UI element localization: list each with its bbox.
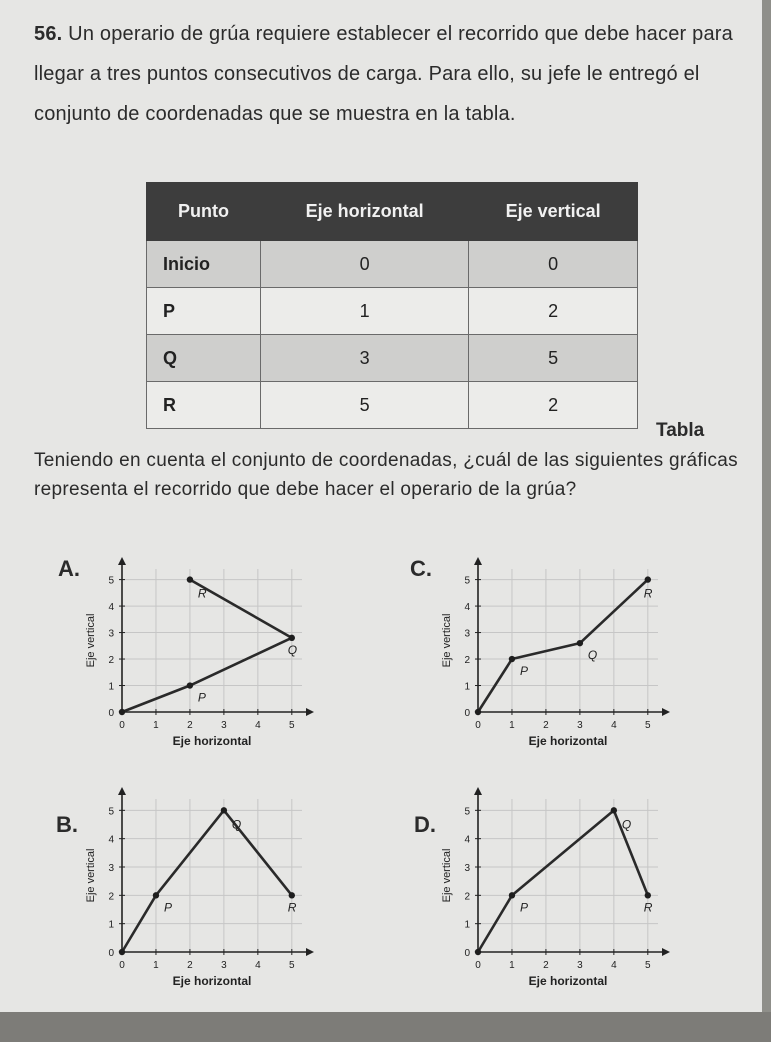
route-point: [509, 656, 515, 662]
y-tick-label: 3: [108, 628, 114, 640]
table-cell: 0: [469, 241, 638, 288]
x-tick-label: 4: [255, 720, 261, 731]
point-label: Q: [621, 817, 632, 832]
y-axis-arrow: [474, 787, 482, 795]
x-tick-label: 1: [153, 720, 159, 731]
x-tick-label: 4: [255, 960, 261, 971]
y-axis-title: Eje vertical: [441, 613, 453, 668]
x-tick-label: 5: [645, 720, 651, 731]
point-label: R: [643, 900, 653, 915]
point-label: Q: [587, 648, 598, 663]
y-tick-label: 4: [464, 602, 470, 614]
x-axis-arrow: [306, 948, 314, 956]
table-caption: Tabla: [656, 420, 705, 441]
x-axis-arrow: [306, 708, 314, 716]
y-axis-arrow: [474, 557, 482, 565]
route-point: [221, 807, 227, 813]
route-point: [577, 640, 583, 646]
x-tick-label: 5: [645, 960, 651, 971]
y-tick-label: 4: [108, 834, 114, 846]
point-label: P: [519, 664, 528, 679]
x-tick-label: 0: [119, 720, 125, 731]
option-c-label[interactable]: C.: [410, 556, 432, 581]
y-tick-label: 0: [108, 948, 114, 959]
table-cell: 2: [469, 382, 638, 429]
table-cell: R: [147, 382, 261, 429]
route-point: [475, 709, 481, 715]
question-prompt: Teniendo en cuenta el conjunto de coordenadas, ¿cuál de las siguientes gráficas representa el recorrido que debe hacer el operario de la grúa?: [34, 450, 738, 500]
point-label: R: [643, 586, 653, 601]
point-label: Q: [231, 817, 242, 832]
route-point: [119, 709, 125, 715]
table-cell: Q: [147, 335, 261, 382]
table-row: [147, 382, 638, 429]
route-point: [187, 682, 193, 688]
table-header: Eje vertical: [469, 183, 638, 241]
table-header: Eje horizontal: [261, 183, 469, 241]
question-number: 56.: [34, 23, 63, 45]
x-tick-label: 5: [289, 720, 295, 731]
y-tick-label: 5: [108, 575, 114, 587]
x-tick-label: 1: [509, 720, 515, 731]
route-point: [289, 892, 295, 898]
y-tick-label: 2: [108, 655, 114, 667]
x-axis-arrow: [662, 708, 670, 716]
x-tick-label: 1: [509, 960, 515, 971]
table-cell: 5: [261, 382, 469, 429]
route-line: [122, 580, 292, 712]
table-cell: P: [147, 288, 261, 335]
table-row: [147, 335, 638, 382]
point-label: Q: [287, 642, 298, 657]
table-cell: 1: [261, 288, 469, 335]
y-axis-title: Eje vertical: [85, 613, 97, 668]
table-row: [147, 288, 638, 335]
y-tick-label: 2: [108, 891, 114, 903]
x-tick-label: 3: [221, 720, 227, 731]
background-strip: [0, 1012, 771, 1042]
route-point: [611, 807, 617, 813]
option-c-graph[interactable]: [436, 555, 676, 760]
route-line: [478, 580, 648, 712]
point-label: R: [287, 900, 297, 915]
y-tick-label: 5: [464, 575, 470, 587]
x-axis-title: Eje horizontal: [528, 734, 608, 748]
y-tick-label: 4: [108, 602, 114, 614]
x-tick-label: 3: [577, 960, 583, 971]
x-tick-label: 1: [153, 960, 159, 971]
option-d-label[interactable]: D.: [414, 812, 436, 837]
x-tick-label: 0: [475, 720, 481, 731]
route-point: [289, 635, 295, 641]
x-axis-title: Eje horizontal: [172, 974, 252, 988]
x-tick-label: 2: [543, 720, 549, 731]
route-point: [153, 892, 159, 898]
coordinates-table: [146, 182, 638, 429]
option-a-graph[interactable]: [80, 555, 320, 760]
table-cell: 0: [261, 241, 469, 288]
route-point: [645, 892, 651, 898]
y-axis-title: Eje vertical: [85, 848, 97, 903]
x-tick-label: 4: [611, 960, 617, 971]
table-cell: 3: [261, 335, 469, 382]
x-axis-arrow: [662, 948, 670, 956]
route-line: [122, 810, 292, 952]
y-tick-label: 5: [108, 806, 114, 818]
route-line: [478, 810, 648, 952]
question-text: [34, 14, 758, 134]
y-tick-label: 1: [464, 919, 470, 931]
y-tick-label: 1: [108, 681, 114, 693]
x-tick-label: 4: [611, 720, 617, 731]
y-axis-arrow: [118, 787, 126, 795]
y-tick-label: 1: [464, 681, 470, 693]
point-label: P: [163, 900, 172, 915]
x-tick-label: 3: [577, 720, 583, 731]
x-tick-label: 5: [289, 960, 295, 971]
x-tick-label: 2: [187, 720, 193, 731]
y-axis-arrow: [118, 557, 126, 565]
x-axis-title: Eje horizontal: [528, 974, 608, 988]
point-label: P: [197, 690, 206, 705]
table-cell: 2: [469, 288, 638, 335]
question-body: Un operario de grúa requiere establecer el recorrido que debe hacer para llegar a tres puntos consecutivos de carga. Para ello, su jefe le entregó el conjunto de coordenadas que se muestra en la tabla.: [34, 23, 733, 125]
table-row: [147, 241, 638, 288]
y-tick-label: 5: [464, 806, 470, 818]
y-tick-label: 0: [464, 948, 470, 959]
x-tick-label: 0: [475, 960, 481, 971]
route-point: [119, 949, 125, 955]
option-d-graph[interactable]: [436, 785, 676, 1000]
y-tick-label: 0: [108, 708, 114, 719]
x-tick-label: 0: [119, 960, 125, 971]
y-tick-label: 0: [464, 708, 470, 719]
option-b-graph[interactable]: [80, 785, 320, 1000]
y-tick-label: 2: [464, 891, 470, 903]
option-a-label[interactable]: A.: [58, 556, 80, 581]
y-tick-label: 3: [108, 863, 114, 874]
y-axis-title: Eje vertical: [441, 848, 453, 903]
route-point: [509, 892, 515, 898]
route-point: [645, 576, 651, 582]
x-tick-label: 2: [187, 960, 193, 971]
y-tick-label: 4: [464, 834, 470, 846]
route-point: [187, 576, 193, 582]
option-b-label[interactable]: B.: [56, 812, 78, 837]
table-cell: 5: [469, 335, 638, 382]
route-point: [475, 949, 481, 955]
y-tick-label: 2: [464, 655, 470, 667]
point-label: P: [519, 900, 528, 915]
y-tick-label: 3: [464, 863, 470, 874]
y-tick-label: 3: [464, 628, 470, 640]
x-tick-label: 2: [543, 960, 549, 971]
x-axis-title: Eje horizontal: [172, 734, 252, 748]
x-tick-label: 3: [221, 960, 227, 971]
table-header: Punto: [147, 183, 261, 241]
y-tick-label: 1: [108, 919, 114, 931]
table-cell: Inicio: [147, 241, 261, 288]
point-label: R: [197, 586, 207, 601]
